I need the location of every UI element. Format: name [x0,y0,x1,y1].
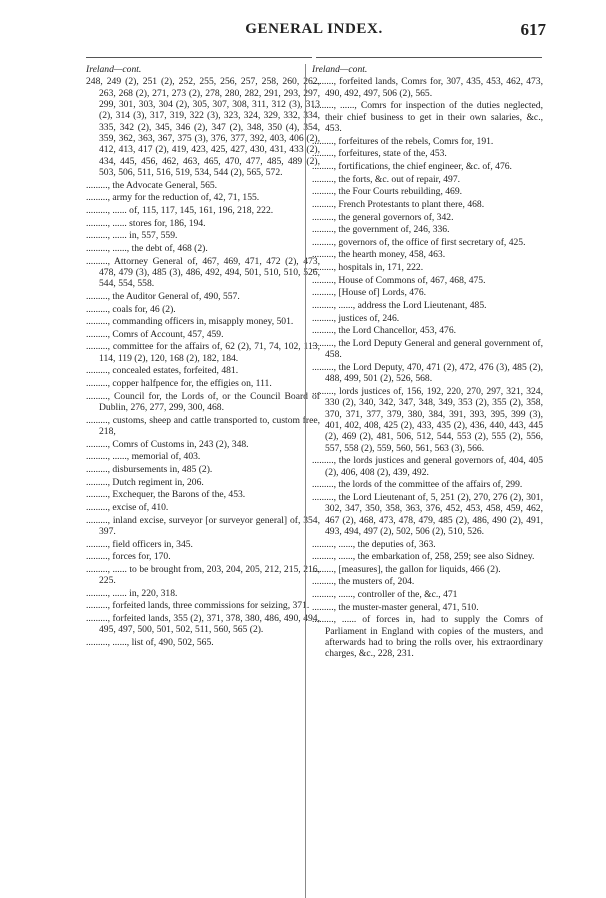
index-entry: ........., forces for, 170. [86,551,171,563]
index-entry: ........., House of Commons of, 467, 468, 475. [312,274,486,286]
index-entry: ........., the forts, &c. out of repair, 497. [312,173,461,185]
index-entry: ........., ...... in, 557, 559. [86,230,178,242]
index-entry: ........., Attorney General of, 467, 469, 471, 472 (2), 473, 478, 479 (3), 485 (3), 486, 492, 494, 501, 510, 510, 526, 544, 554, 558. [86,255,320,290]
index-entry: ........., ...... of, 115, 117, 145, 161, 196, 218, 222. [86,205,274,217]
index-entry: ........., French Protestants to plant there, 468. [312,198,485,210]
index-entry: ........., the Auditor General of, 490, 557. [86,290,240,302]
right-entry-list [312,76,543,659]
left-column [86,64,320,650]
index-entry: ........., ......, the embarkation of, 258, 259; see also Sidney. [312,551,535,563]
index-entry: ........., the muster-master general, 471, 510. [312,601,479,613]
index-entry: ........., ......, list of, 490, 502, 565. [86,637,214,649]
right-header-rule [316,57,542,58]
index-entry: ........., the Lord Chancellor, 453, 476. [312,325,457,337]
index-entry: ........., lords justices of, 156, 192, 220, 270, 297, 321, 324, 330 (2), 340, 342, 347, 348, 349, 353 (2), 355 (2), 358, 370, 371, 377, 379, 380, 384, 391, 393, 395, 399 (3), 401, 402, 408, 425 (2), 433, 435 (2), 436, 440, 443, 445 (2), 469 (2), 481, 506, 512, 544, 553 (2), 555 (2), 556, 557, 558 (2), 559, 560, 561, 563 (3), 566. [312,385,543,454]
index-entry: ........., commanding officers in, misapply money, 501. [86,316,294,328]
index-entry: ........., excise of, 410. [86,501,169,513]
index-entry: ........., the Lord Deputy, 470, 471 (2), 472, 476 (3), 485 (2), 488, 499, 501 (2), 526, 568. [312,361,543,385]
index-entry: ........., the Four Courts rebuilding, 469. [312,186,463,198]
right-column [312,64,543,661]
index-entry: ........., ......, Comrs for inspection of the duties neglected, their chief business to get in their own salaries, &c., 453. [312,100,543,135]
index-entry: ........., army for the reduction of, 42, 71, 155. [86,192,260,204]
index-entry: ........., the Advocate General, 565. [86,179,218,191]
column-divider [305,64,306,898]
index-entry: ........., Comrs of Account, 457, 459. [86,328,224,340]
left-header-rule [86,57,312,58]
index-entry: ........., the lords of the committee of the affairs of, 299. [312,479,523,491]
index-entry: ........., ......, the deputies of, 363. [312,538,436,550]
index-entry: ........., coals for, 46 (2). [86,303,176,315]
index-entry: ........., committee for the affairs of, 62 (2), 71, 74, 102, 113, 114, 119 (2), 120, 168 (2), 182, 184. [86,341,320,364]
index-entry: ........., Comrs of Customs in, 243 (2), 348. [86,438,249,450]
index-entry: 248, 249 (2), 251 (2), 252, 255, 256, 257, 258, 260, 262, 263, 268 (2), 271, 273 (2), 278, 280, 282, 291, 293, 297, 299, 301, 303, 304 (2), 305, 307, 308, 311, 312 (3), 313 (2), 314 (3), 317, 319, 322 (3), 323, 324, 329, 332, 334, 335, 342 (2), 345, 346 (2), 347 (2), 348, 350 (4), 354, 359, 362, 363, 367, 375 (3), 376, 377, 392, 403, 406 (2), 412, 413, 417 (2), 419, 423, 425, 427, 430, 431, 433 (2), 434, 445, 456, 462, 463, 465, 470, 477, 485, 489 (2), 503, 506, 511, 516, 519, 534, 544 (2), 565, 572. [86,76,320,179]
index-entry: ........., disbursements in, 485 (2). [86,463,213,475]
index-entry: ........., hospitals in, 171, 222. [312,262,424,274]
index-entry: ........., fortifications, the chief engineer, &c. of, 476. [312,160,512,172]
index-entry: ........., forfeited lands, Comrs for, 307, 435, 453, 462, 473, 490, 492, 497, 506 (2), 565. [312,76,543,99]
index-entry: ........., copper halfpence for, the effigies on, 111. [86,378,272,390]
index-entry: ........., Exchequer, the Barons of the, 453. [86,489,246,501]
index-entry: ........., the general governors of, 342. [312,211,454,223]
index-entry: ........., the lords justices and general governors of, 404, 405 (2), 406, 408 (2), 439, 492. [312,455,543,478]
page-header [86,20,546,43]
index-entry: ........., field officers in, 345. [86,538,193,550]
index-entry: ........., ...... stores for, 186, 194. [86,217,206,229]
index-entry: ........., ...... of forces in, had to supply the Comrs of Parliament in England with copies of the musters, and afterwards had to bring the rolls over, his extraordinary charges, &c., 228, 231. [312,614,543,660]
index-entry: ........., ......, the debt of, 468 (2). [86,242,208,254]
index-entry: ........., forfeited lands, 355 (2), 371, 378, 380, 486, 490, 494, 495, 497, 500, 501, 502, 511, 560, 565 (2). [86,613,320,636]
right-column-head: Ireland—cont. [312,64,368,75]
index-entry: ........., justices of, 246. [312,312,400,324]
index-entry: ........., the Lord Lieutenant of, 5, 251 (2), 270, 276 (2), 301, 302, 347, 350, 358, 363, 376, 452, 453, 458, 459, 462, 467 (2), 468, 473, 478, 479, 485 (2), 486, 490 (2), 491, 493, 494, 497 (2), 502, 506 (2), 510, 526. [312,491,543,537]
index-entry: ........., forfeitures of the rebels, Comrs for, 191. [312,135,494,147]
left-entry-list [86,76,320,648]
index-entry: ........., the musters of, 204. [312,576,415,588]
index-entry: ........., forfeitures, state of the, 453. [312,148,447,160]
page-title: GENERAL INDEX. [245,21,383,37]
index-entry: ........., forfeited lands, three commissions for seizing, 371. [86,600,310,612]
index-entry: ........., the hearth money, 458, 463. [312,249,446,261]
index-entry: ........., ...... to be brought from, 203, 204, 205, 212, 215, 216, 225. [86,563,320,587]
index-entry: ........., the Lord Deputy General and general government of, 458. [312,337,543,361]
page-number: 617 [520,20,546,39]
left-column-head: Ireland—cont. [86,64,142,75]
index-entry: ........., governors of, the office of first secretary of, 425. [312,236,526,248]
index-entry: ........., ......, memorial of, 403. [86,451,201,463]
index-entry: ........., Council for, the Lords of, or the Council Board of Dublin, 276, 277, 299, 300, 468. [86,390,320,414]
index-entry: ........., customs, sheep and cattle transported to, custom free, 218, [86,414,320,438]
index-entry: ........., the government of, 246, 336. [312,224,450,236]
index-entry: ........., ......, address the Lord Lieutenant, 485. [312,299,487,311]
index-entry: ........., ...... in, 220, 318. [86,587,178,599]
index-entry: ........., [measures], the gallon for liquids, 466 (2). [312,563,501,575]
index-entry: ........., Dutch regiment in, 206. [86,476,204,488]
index-entry: ........., [House of] Lords, 476. [312,287,427,299]
index-entry: ........., concealed estates, forfeited, 481. [86,365,239,377]
index-entry: ........., ......, controller of the, &c., 471 [312,589,458,601]
index-entry: ........., inland excise, surveyor [or surveyor general] of, 354, 397. [86,514,320,537]
